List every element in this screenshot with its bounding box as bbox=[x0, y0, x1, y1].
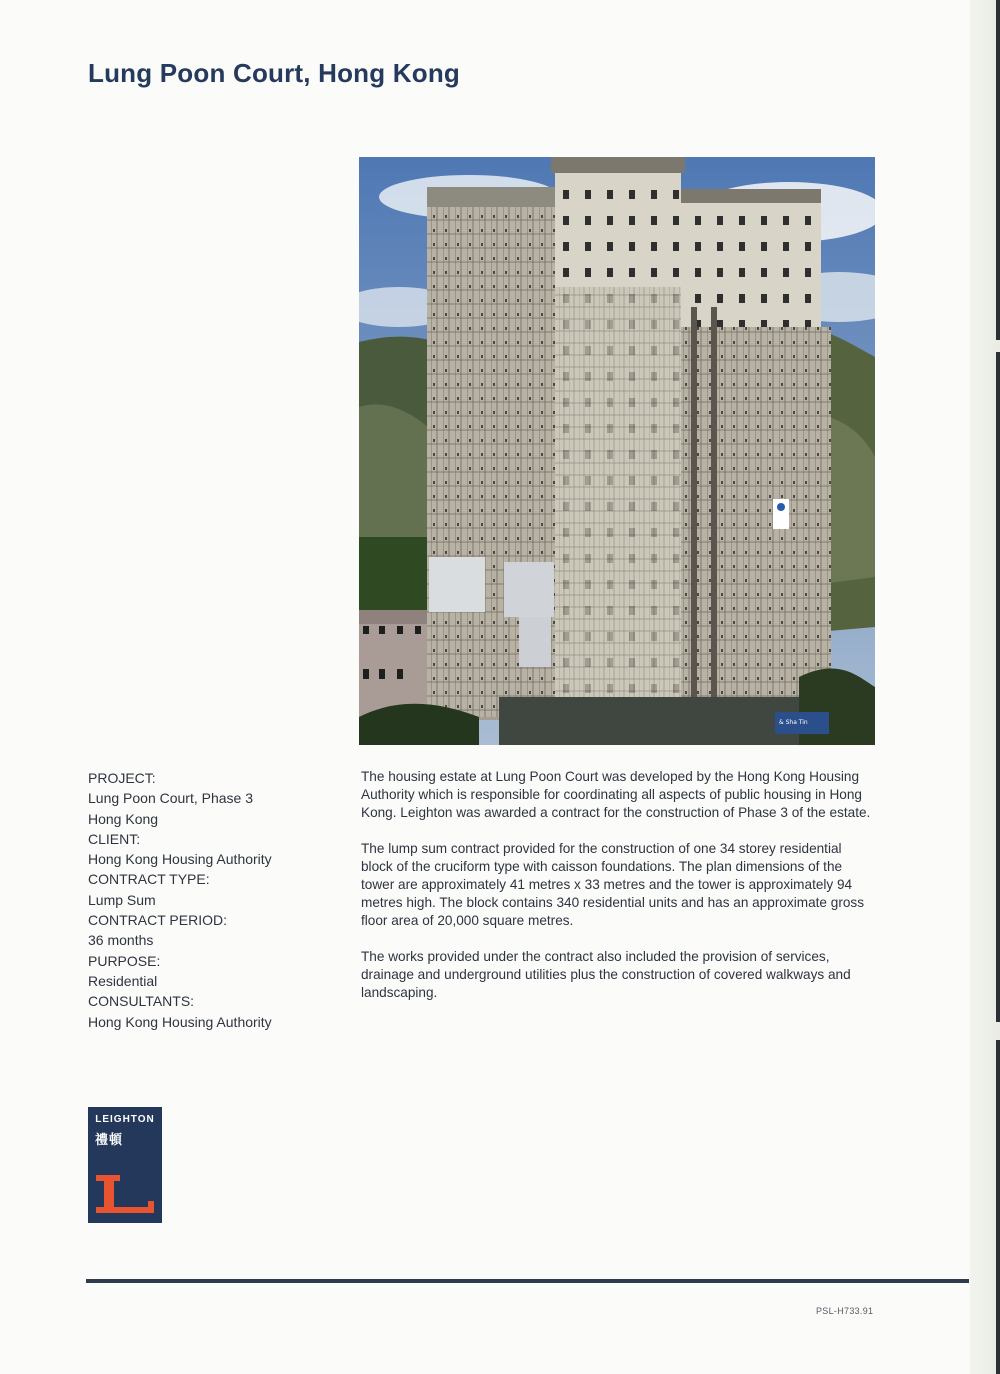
info-label-client: CLIENT: bbox=[88, 830, 141, 847]
scan-edge-mark bbox=[996, 0, 1000, 340]
info-label-consultants: CONSULTANTS: bbox=[88, 993, 195, 1010]
page-title: Lung Poon Court, Hong Kong bbox=[88, 58, 460, 88]
building-photo bbox=[359, 157, 875, 745]
info-label-contract-period: CONTRACT PERIOD: bbox=[88, 912, 227, 929]
photo-signboard: & Sha Tin bbox=[779, 719, 808, 726]
logo-cjk-name: 禮頓 bbox=[95, 1132, 124, 1147]
info-value-consultants: Hong Kong Housing Authority bbox=[88, 1013, 272, 1030]
info-value-project-name: Lung Poon Court, Phase 3 bbox=[88, 790, 254, 807]
info-value-contract-period: 36 months bbox=[88, 932, 154, 949]
footer-rule bbox=[86, 1279, 969, 1283]
info-value-contract-type: Lump Sum bbox=[88, 891, 156, 908]
description-paragraph-1: The housing estate at Lung Poon Court was developed by the Hong Kong Housing Authority which is responsible for coordinating all aspects of public housing in Hong Kong. Leighton was awarded a contract for the construction of Phase 3 of the estate. bbox=[361, 769, 871, 820]
leighton-l-icon bbox=[94, 1171, 156, 1215]
info-label-project: PROJECT: bbox=[88, 770, 156, 786]
info-value-project-location: Hong Kong bbox=[88, 810, 159, 827]
description-paragraph-2: The lump sum contract provided for the construction of one 34 storey residential block of the cruciform type with caisson foundations. The plan dimensions of the tower are approximately 41 metres x 33 metres and the tower is approximately 94 metres high. The block contains 340 residential units and has an approximate gross floor area of 20,000 square metres. bbox=[361, 841, 865, 928]
document-code: PSL-H733.91 bbox=[816, 1306, 874, 1316]
info-value-client: Hong Kong Housing Authority bbox=[88, 851, 272, 868]
scan-edge-mark bbox=[996, 352, 1000, 1022]
leighton-logo bbox=[88, 1107, 162, 1223]
info-label-purpose: PURPOSE: bbox=[88, 952, 161, 969]
project-description bbox=[361, 768, 876, 1020]
info-label-contract-type: CONTRACT TYPE: bbox=[88, 871, 210, 888]
info-value-purpose: Residential bbox=[88, 972, 158, 989]
scan-edge-mark bbox=[996, 1040, 1000, 1374]
logo-wordmark: LEIGHTON bbox=[95, 1114, 155, 1125]
project-info-list bbox=[88, 768, 328, 1032]
description-paragraph-3: The works provided under the contract also included the provision of services, drainage and underground utilities plus the construction of covered walkways and landscaping. bbox=[361, 949, 851, 1000]
